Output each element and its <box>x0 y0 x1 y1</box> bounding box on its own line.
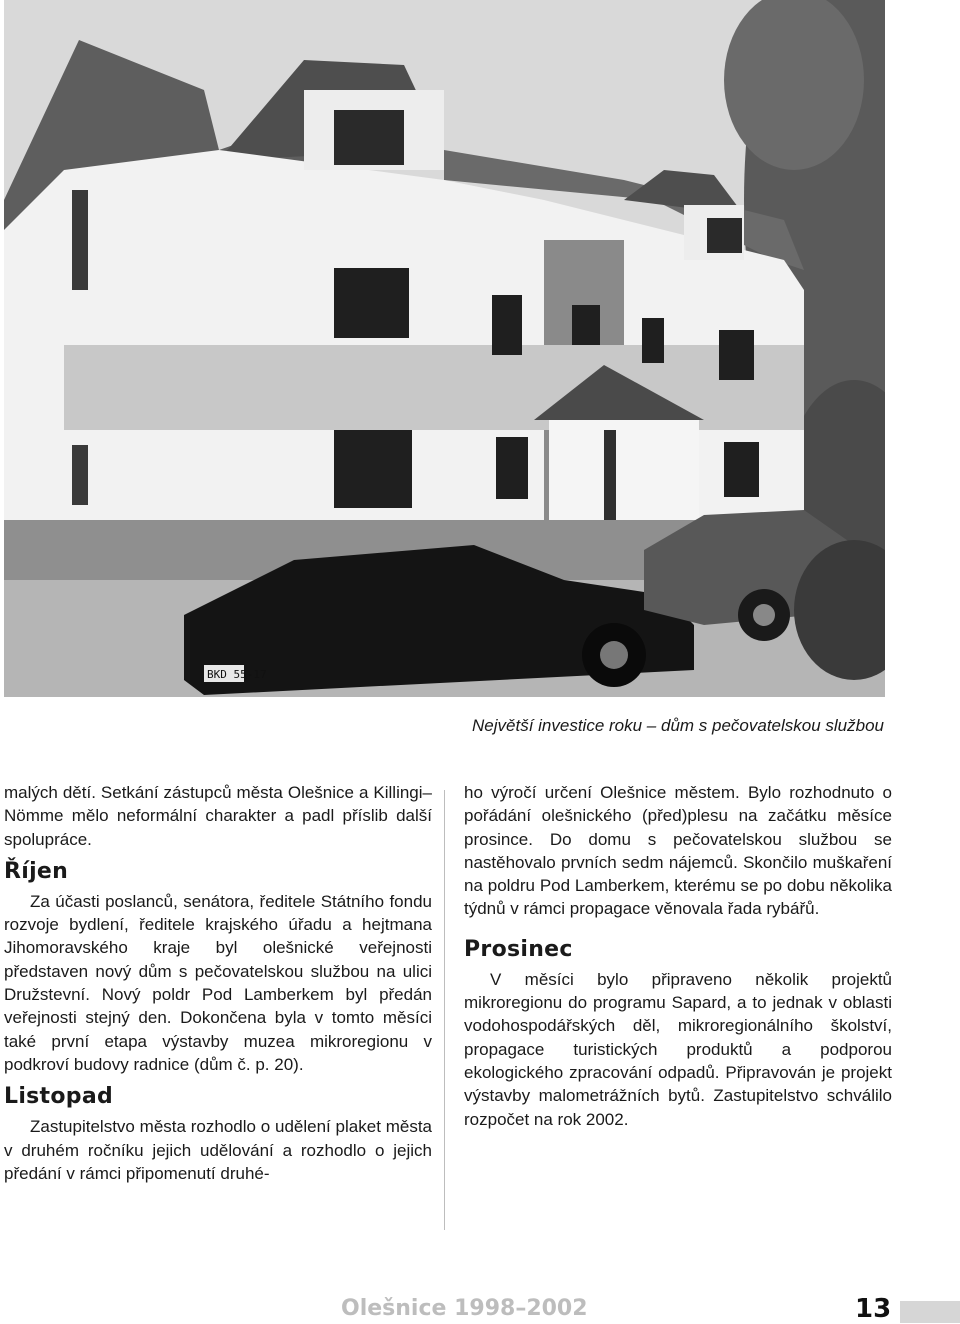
footer-bar <box>900 1301 960 1323</box>
prosinec-paragraph: V měsíci bylo připraveno několik projektů mikroregionu do programu Sapard, a to jednak v oblasti vodohospodářských děl, mikroregionálního školství, propagace turistických produktů a podporou ekologického zpracování odpadů. Připravován je projekt výstavby malometrážních bytů. Zastupitelstvo schválilo rozpočet na rok 2002. <box>464 969 892 1129</box>
left-column <box>4 781 432 1185</box>
rijen-paragraph: Za účasti poslanců, senátora, ředitele Státního fondu rozvoje bydlení, ředitele krajského úřadu a hejtmana Jihomoravského kraje byl olešnické veřejnosti představen nový dům s pečovatelskou službou na ulici Družstevní. Nový poldr Pod Lamberkem byl předán veřejnosti stejný den. Dokončena byla v tomto měsíci také první etapa výstavby muzea mikroregionu v podkroví budovy radnice (dům č. p. 20). <box>4 891 432 1074</box>
building-photo <box>4 0 885 697</box>
heading-rijen: Říjen <box>4 858 69 884</box>
intro-paragraph: malých dětí. Setkání zástupců města Olešnice a Killingi–Nömme mělo neformální charakter a padl příslib další spolupráce. <box>4 783 432 849</box>
right-column <box>464 781 892 1131</box>
listopad-paragraph: Zastupitelstvo města rozhodlo o udělení plaket města v druhém ročníku jejich udělování a rozhodlo o jejich předání v rámci připomenutí druhé- <box>4 1117 432 1183</box>
continuation-paragraph: ho výročí určení Olešnice městem. Bylo rozhodnuto o pořádání olešnického (před)plesu na začátku měsíce prosince. Do domu s pečovatelskou službou se nastěhovalo prvních sedm nájemců. Skončilo muškaření na poldru Pod Lamberkem, kterému se po dobu několika týdnů v rámci propagace věnovala řada rybářů. <box>464 783 892 919</box>
heading-prosinec: Prosinec <box>464 936 573 962</box>
heading-listopad: Listopad <box>4 1084 114 1110</box>
license-plate-1: BKD 55-17 <box>207 668 267 681</box>
footer-title: Olešnice 1998–2002 <box>341 1296 588 1321</box>
column-divider <box>444 790 445 1230</box>
page-number: 13 <box>855 1294 892 1324</box>
photo-caption: Největší investice roku – dům s pečovatelskou službou <box>472 716 884 735</box>
